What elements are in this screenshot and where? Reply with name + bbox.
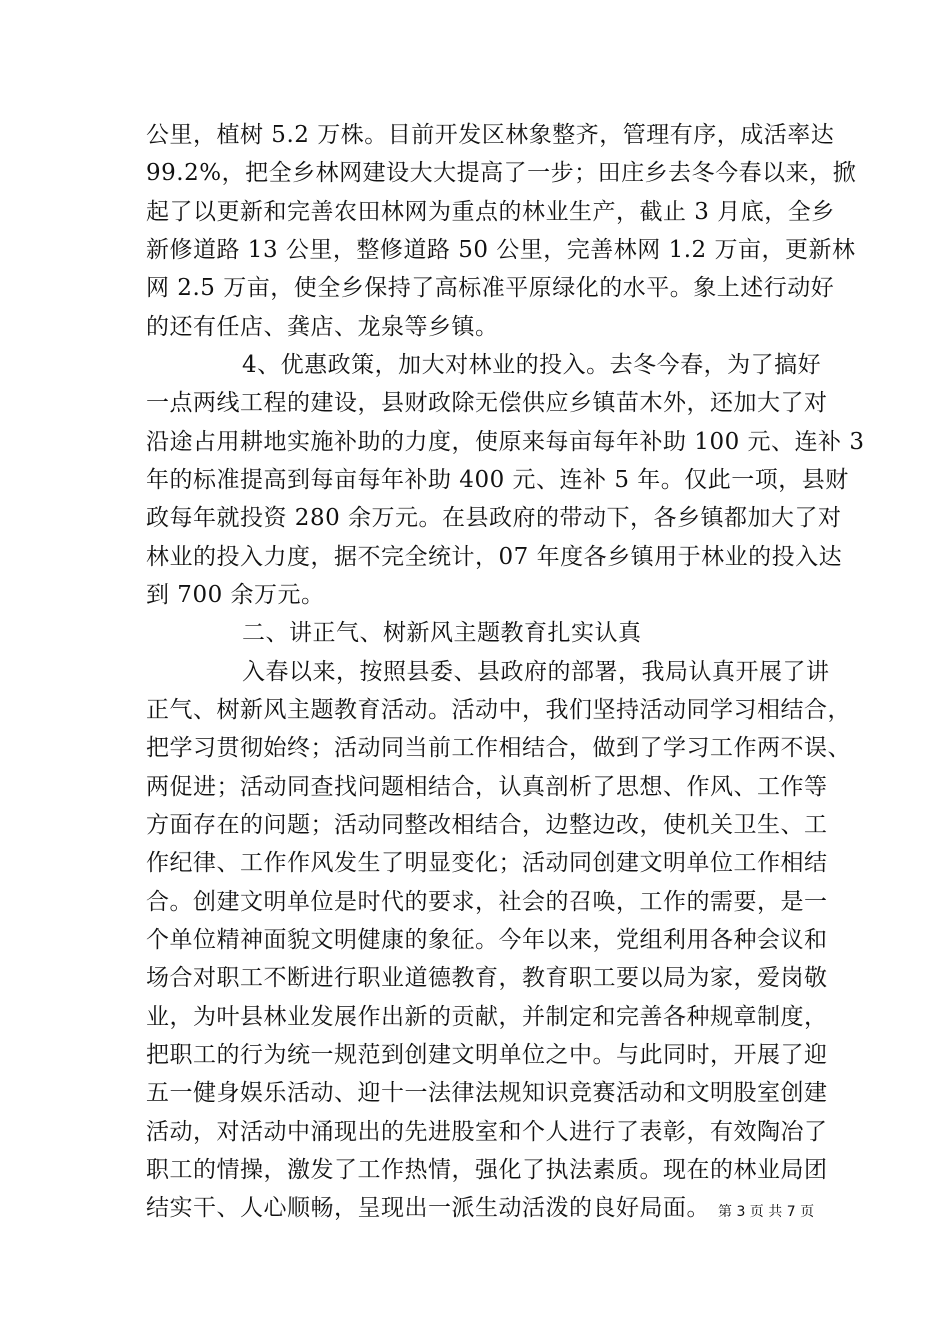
text-line: 年的标准提高到每亩每年补助 400 元、连补 5 年。仅此一项，县财: [146, 467, 849, 493]
page-number-footer: 第 3 页 共 7 页: [718, 1204, 815, 1220]
text-line: 把职工的行为统一规范到创建文明单位之中。与此同时，开展了迎: [146, 1042, 828, 1068]
text-line: 网 2.5 万亩，使全乡保持了高标准平原绿化的水平。象上述行动好: [146, 275, 835, 301]
text-line: 一点两线工程的建设，县财政除无偿供应乡镇苗木外，还加大了对: [146, 390, 828, 416]
text-line: 把学习贯彻始终；活动同当前工作相结合，做到了学习工作两不误、: [146, 735, 851, 761]
text-line: 起了以更新和完善农田林网为重点的林业生产，截止 3 月底，全乡: [146, 199, 835, 225]
text-line: 沿途占用耕地实施补助的力度，使原来每亩每年补助 100 元、连补 3: [146, 429, 865, 455]
text-line: 方面存在的问题；活动同整改相结合，边整边改，使机关卫生、工: [146, 812, 828, 838]
text-line: 正气、树新风主题教育活动。活动中，我们坚持活动同学习相结合，: [146, 697, 851, 723]
text-line: 五一健身娱乐活动、迎十一法律法规知识竞赛活动和文明股室创建: [146, 1080, 828, 1106]
text-line: 结实干、人心顺畅，呈现出一派生动活泼的良好局面。: [146, 1195, 710, 1221]
text-line: 活动，对活动中涌现出的先进股室和个人进行了表彰，有效陶冶了: [146, 1119, 828, 1145]
text-line: 合。创建文明单位是时代的要求，社会的召唤，工作的需要，是一: [146, 889, 828, 915]
text-line: 职工的情操，激发了工作热情，强化了执法素质。现在的林业局团: [146, 1157, 828, 1183]
text-line: 政每年就投资 280 余万元。在县政府的带动下，各乡镇都加大了对: [146, 505, 842, 531]
text-line: 新修道路 13 公里，整修道路 50 公里，完善林网 1.2 万亩，更新林: [146, 237, 856, 263]
text-line: 个单位精神面貌文明健康的象征。今年以来，党组利用各种会议和: [146, 927, 828, 953]
text-line: 林业的投入力度，据不完全统计，07 年度各乡镇用于林业的投入达: [146, 544, 843, 570]
text-line: 场合对职工不断进行职业道德教育，教育职工要以局为家，爱岗敬: [146, 965, 828, 991]
text-line: 的还有任店、龚店、龙泉等乡镇。: [146, 314, 499, 340]
section-heading: 二、讲正气、树新风主题教育扎实认真: [242, 620, 642, 646]
text-line: 到 700 余万元。: [146, 582, 325, 608]
text-line: 99.2%，把全乡林网建设大大提高了一步；田庄乡去冬今春以来，掀: [146, 160, 857, 186]
text-line: 作纪律、工作作风发生了明显变化；活动同创建文明单位工作相结: [146, 850, 828, 876]
text-line: 公里，植树 5.2 万株。目前开发区林象整齐，管理有序，成活率达: [146, 122, 835, 148]
text-line: 两促进；活动同查找问题相结合，认真剖析了思想、作风、工作等: [146, 774, 828, 800]
paragraph-start-line: 4、优惠政策，加大对林业的投入。去冬今春，为了搞好: [242, 352, 822, 378]
paragraph-start-line: 入春以来，按照县委、县政府的部署，我局认真开展了讲: [242, 659, 830, 685]
text-line: 业，为叶县林业发展作出新的贡献，并制定和完善各种规章制度，: [146, 1004, 828, 1030]
